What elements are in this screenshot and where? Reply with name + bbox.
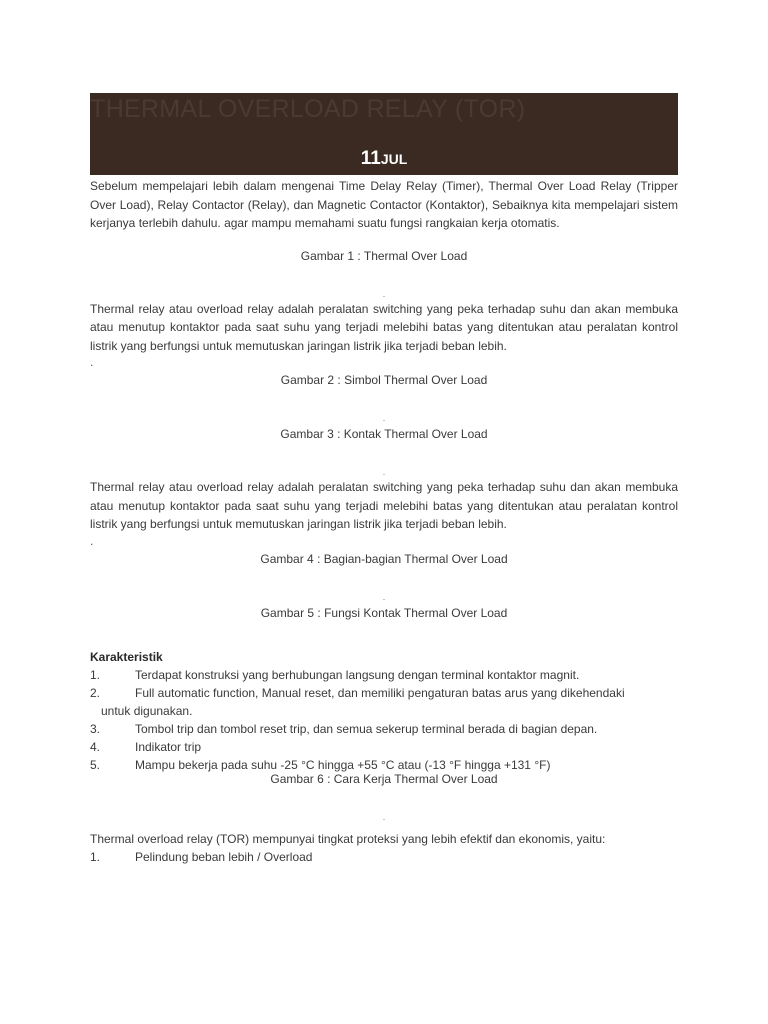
post-date-month: JUL	[380, 151, 408, 167]
list-item: 2. Full automatic function, Manual reset, dan memiliki pengaturan batas arus yang dikehendaki untuk digunakan.	[90, 685, 625, 718]
definition-paragraph-1: Thermal relay atau overload relay adalah peralatan switching yang peka terhadap suhu dan akan membuka atau menutup kontaktor pada saat suhu yang terjadi melebihi batas yang ditentukan atau peralatan kontrol listrik yang berfungsi untuk memutuskan jaringan listrik jika terjadi beban lebih.	[90, 301, 678, 353]
list-item: 1. Pelindung beban lebih / Overload	[90, 849, 313, 864]
figure-3-caption: Gambar 3 : Kontak Thermal Over Load	[280, 427, 488, 441]
list-item: 4. Indikator trip	[90, 739, 202, 754]
figure-2-placeholder: .	[382, 414, 386, 423]
list-item: 3. Tombol trip dan tombol reset trip, dan semua sekerup terminal berada di bagian depan.	[90, 721, 598, 736]
figure-2-caption: Gambar 2 : Simbol Thermal Over Load	[280, 373, 488, 387]
separator-dot-2: .	[90, 533, 94, 548]
separator-dot-1: .	[90, 355, 94, 369]
figure-3-placeholder: .	[382, 468, 386, 477]
protection-paragraph: Thermal overload relay (TOR) mempunyai tingkat proteksi yang lebih efektif dan ekonomis, yaitu:	[90, 831, 606, 846]
figure-4-placeholder: .	[382, 592, 386, 602]
post-date	[90, 148, 678, 170]
page-title: THERMAL OVERLOAD RELAY (TOR)	[90, 95, 526, 123]
karakteristik-heading: Karakteristik	[90, 649, 163, 664]
figure-4-caption: Gambar 4 : Bagian-bagian Thermal Over Load	[260, 551, 508, 566]
list-item: 5. Mampu bekerja pada suhu -25 °C hingga +55 °C atau (-13 °F hingga +131 °F)	[90, 757, 551, 772]
post-header	[90, 93, 678, 175]
figure-6-caption: Gambar 6 : Cara Kerja Thermal Over Load	[270, 771, 498, 786]
post-date-day: 11	[360, 148, 381, 169]
list-item: 1. Terdapat konstruksi yang berhubungan langsung dengan terminal kontaktor magnit.	[90, 667, 580, 682]
karakteristik-list	[90, 666, 678, 774]
protection-list	[90, 848, 678, 866]
figure-5-caption: Gambar 5 : Fungsi Kontak Thermal Over Load	[260, 605, 508, 620]
figure-1-placeholder: .	[382, 289, 386, 299]
document-page	[90, 93, 678, 866]
intro-paragraph: Sebelum mempelajari lebih dalam mengenai Time Delay Relay (Timer), Thermal Over Load Relay (Tripper Over Load), Relay Contactor (Relay), dan Magnetic Contactor (Kontaktor), Sebaiknya kita mempelajari sistem kerjanya terlebih dahulu. agar mampu memahami suatu fungsi rangkaian kerja otomatis.	[90, 179, 678, 230]
figure-1-caption: Gambar 1 : Thermal Over Load	[300, 248, 468, 263]
figure-6-placeholder: .	[382, 812, 386, 822]
definition-paragraph-2: Thermal relay atau overload relay adalah peralatan switching yang peka terhadap suhu dan akan membuka atau menutup kontaktor pada saat suhu yang terjadi melebihi batas yang ditentukan atau peralatan kontrol listrik yang berfungsi untuk memutuskan jaringan listrik jika terjadi beban lebih.	[90, 480, 678, 531]
